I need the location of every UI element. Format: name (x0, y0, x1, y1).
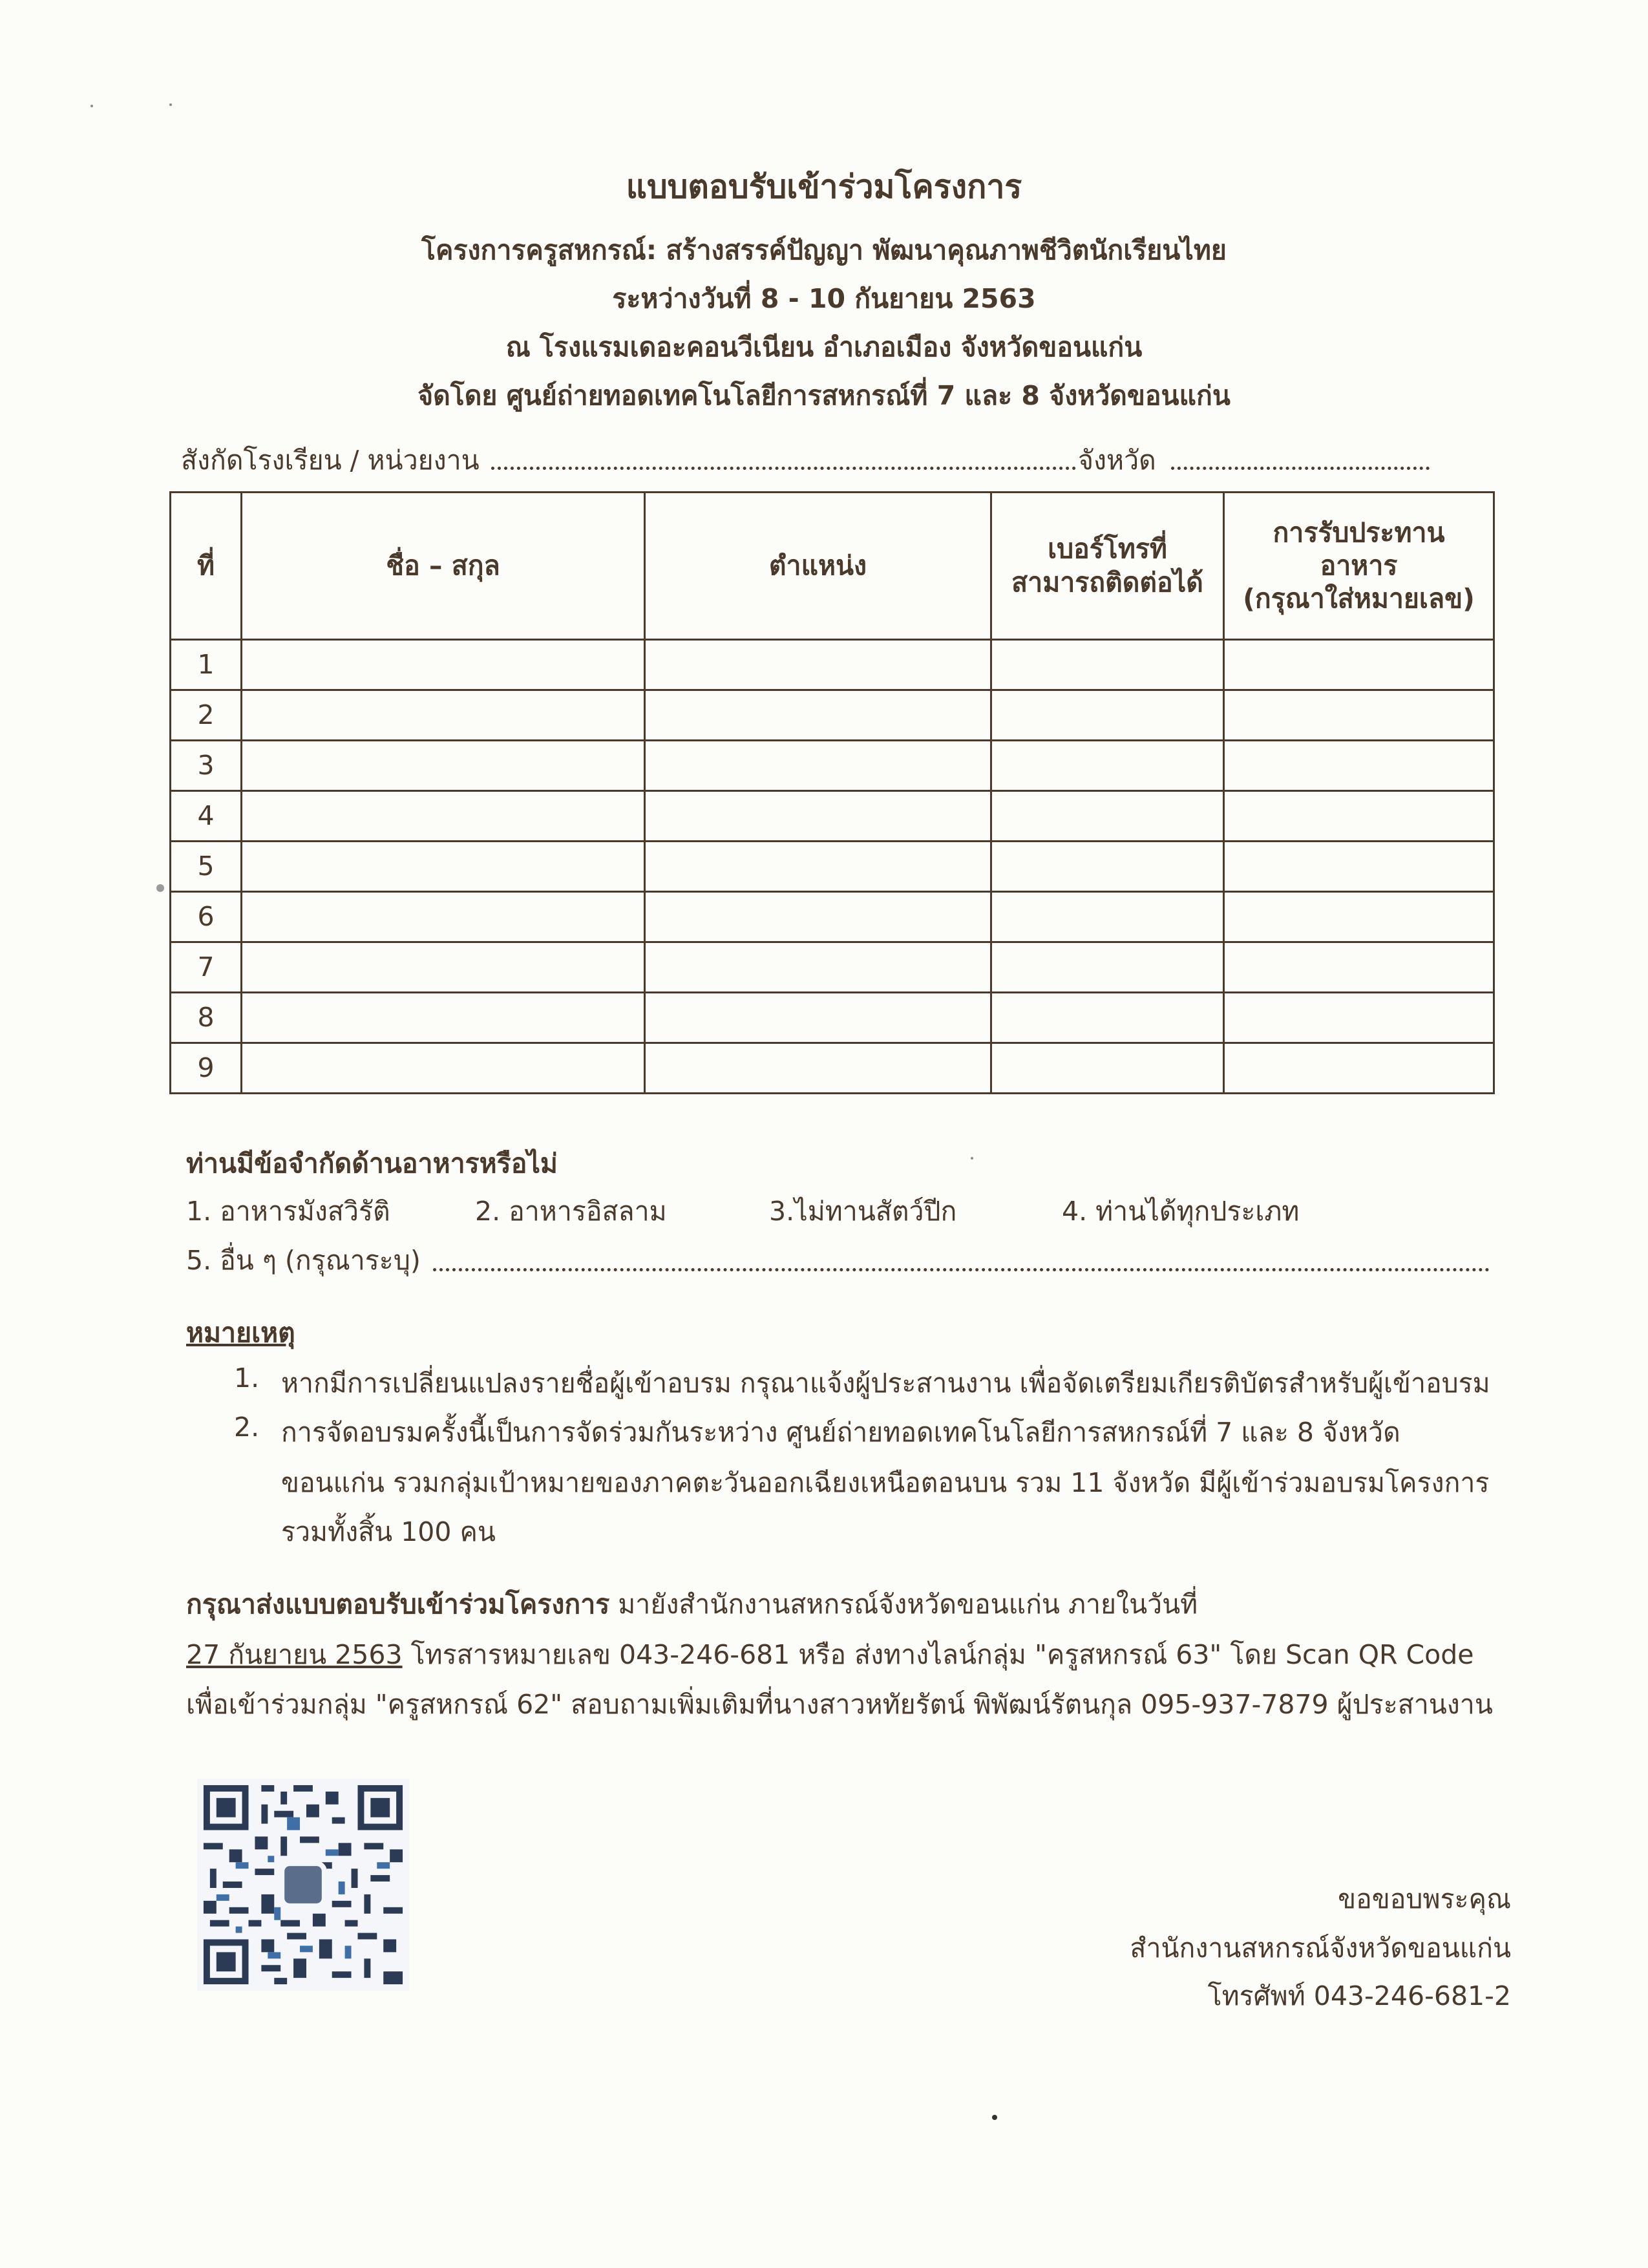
submit-line-2 (186, 1634, 1474, 1676)
table-row (171, 791, 1494, 842)
note-1-text: หากมีการเปลี่ยนแปลงรายชื่อผู้เข้าอบรม กรุณาแจ้งผู้ประสานงาน เพื่อจัดเตรียมเกียรติบัตรสำหรับผู้เข้าอบรม (281, 1368, 1490, 1399)
col-header-name: ชื่อ – สกุล (242, 493, 645, 640)
table-row (171, 640, 1494, 690)
table-header-row (171, 493, 1494, 640)
scan-speck (156, 884, 164, 892)
phone-cell[interactable] (991, 993, 1224, 1043)
food-cell[interactable] (1224, 640, 1494, 690)
name-cell[interactable] (242, 892, 645, 942)
scan-speck (992, 2115, 997, 2120)
row-number: 6 (171, 892, 242, 942)
phone-cell[interactable] (991, 690, 1224, 741)
school-label: สังกัดโรงเรียน / หน่วยงาน (181, 445, 480, 476)
scan-speck (90, 105, 93, 107)
table-row (171, 892, 1494, 942)
diet-option-3[interactable]: 3.ไม่ทานสัตว์ปีก (769, 1196, 957, 1227)
name-cell[interactable] (242, 993, 645, 1043)
col-header-food (1224, 493, 1494, 640)
diet-option-2[interactable]: 2. อาหารอิสลาม (475, 1196, 667, 1227)
row-number: 1 (171, 640, 242, 690)
name-cell[interactable] (242, 942, 645, 993)
province-label: จังหวัด (1078, 445, 1156, 476)
closing-phone: โทรศัพท์ 043-246-681-2 (1207, 1980, 1511, 2011)
col-header-no: ที่ (171, 493, 242, 640)
phone-cell[interactable] (991, 741, 1224, 791)
submit-deadline: 27 กันยายน 2563 (186, 1639, 403, 1670)
phone-cell[interactable] (991, 791, 1224, 842)
school-field[interactable] (491, 467, 1076, 470)
scan-speck (971, 1157, 973, 1160)
event-venue: ณ โรงแรมเดอะคอนวีเนียน อำเภอเมือง จังหวัดขอนแก่น (505, 332, 1143, 363)
col-header-food-line1: การรับประทาน (1273, 516, 1445, 548)
position-cell[interactable] (645, 942, 991, 993)
col-header-food-line3: (กรุณาใส่หมายเลข) (1243, 583, 1475, 615)
project-name: โครงการครูสหกรณ์: สร้างสรรค์ปัญญา พัฒนาคุณภาพชีวิตนักเรียนไทย (421, 235, 1227, 266)
notes-heading: หมายเหตุ (186, 1317, 295, 1348)
name-cell[interactable] (242, 1043, 645, 1094)
phone-cell[interactable] (991, 1043, 1224, 1094)
col-header-phone-line1: เบอร์โทรที่ (1048, 533, 1167, 565)
closing-thanks: ขอขอบพระคุณ (1338, 1883, 1511, 1914)
row-number: 2 (171, 690, 242, 741)
table-row (171, 1043, 1494, 1094)
food-cell[interactable] (1224, 1043, 1494, 1094)
position-cell[interactable] (645, 892, 991, 942)
row-number: 7 (171, 942, 242, 993)
food-cell[interactable] (1224, 993, 1494, 1043)
col-header-phone-line2: สามารถติดต่อได้ (1011, 566, 1203, 598)
position-cell[interactable] (645, 791, 991, 842)
scan-speck (169, 103, 172, 106)
diet-option-other[interactable]: 5. อื่น ๆ (กรุณาระบุ) (186, 1245, 421, 1276)
position-cell[interactable] (645, 842, 991, 892)
submit-instruction: กรุณาส่งแบบตอบรับเข้าร่วมโครงการ (186, 1589, 610, 1620)
row-number: 9 (171, 1043, 242, 1094)
name-cell[interactable] (242, 690, 645, 741)
row-number: 5 (171, 842, 242, 892)
table-row (171, 842, 1494, 892)
col-header-food-line2: อาหาร (1320, 549, 1398, 581)
event-organizer: จัดโดย ศูนย์ถ่ายทอดเทคโนโลยีการสหกรณ์ที่ 7 และ 8 จังหวัดขอนแก่น (417, 380, 1231, 411)
qr-code[interactable] (197, 1779, 409, 1991)
diet-question: ท่านมีข้อจำกัดด้านอาหารหรือไม่ (186, 1148, 558, 1179)
phone-cell[interactable] (991, 942, 1224, 993)
position-cell[interactable] (645, 1043, 991, 1094)
note-1-number: 1. (234, 1362, 260, 1394)
table-row (171, 942, 1494, 993)
row-number: 3 (171, 741, 242, 791)
submit-channels: โทรสารหมายเลข 043-246-681 หรือ ส่งทางไลน์กลุ่ม "ครูสหกรณ์ 63" โดย Scan QR Code (402, 1639, 1474, 1670)
name-cell[interactable] (242, 741, 645, 791)
submit-destination: มายังสำนักงานสหกรณ์จังหวัดขอนแก่น ภายในวันที่ (609, 1589, 1198, 1620)
event-dates: ระหว่างวันที่ 8 - 10 กันยายน 2563 (612, 283, 1036, 314)
form-title: แบบตอบรับเข้าร่วมโครงการ (626, 168, 1022, 206)
registration-table (169, 491, 1495, 1094)
position-cell[interactable] (645, 993, 991, 1043)
diet-option-1[interactable]: 1. อาหารมังสวิรัติ (186, 1196, 390, 1227)
submit-line-1 (186, 1584, 1198, 1626)
food-cell[interactable] (1224, 942, 1494, 993)
food-cell[interactable] (1224, 892, 1494, 942)
note-2-line-1: การจัดอบรมครั้งนี้เป็นการจัดร่วมกันระหว่าง ศูนย์ถ่ายทอดเทคโนโลยีการสหกรณ์ที่ 7 และ 8 จังหวัด (281, 1417, 1400, 1448)
col-header-position: ตำแหน่ง (645, 493, 991, 640)
table-row (171, 741, 1494, 791)
diet-other-field[interactable] (433, 1268, 1490, 1271)
food-cell[interactable] (1224, 690, 1494, 741)
row-number: 4 (171, 791, 242, 842)
phone-cell[interactable] (991, 892, 1224, 942)
name-cell[interactable] (242, 842, 645, 892)
position-cell[interactable] (645, 640, 991, 690)
food-cell[interactable] (1224, 741, 1494, 791)
name-cell[interactable] (242, 791, 645, 842)
row-number: 8 (171, 993, 242, 1043)
closing-office: สำนักงานสหกรณ์จังหวัดขอนแก่น (1130, 1933, 1511, 1964)
note-2-number: 2. (234, 1412, 260, 1443)
phone-cell[interactable] (991, 640, 1224, 690)
position-cell[interactable] (645, 690, 991, 741)
note-2-line-2: ขอนแก่น รวมกลุ่มเป้าหมายของภาคตะวันออกเฉียงเหนือตอนบน รวม 11 จังหวัด มีผู้เข้าร่วมอบรมโครงการ (281, 1467, 1490, 1498)
note-2-line-3: รวมทั้งสิ้น 100 คน (281, 1516, 496, 1547)
table-row (171, 690, 1494, 741)
position-cell[interactable] (645, 741, 991, 791)
food-cell[interactable] (1224, 791, 1494, 842)
food-cell[interactable] (1224, 842, 1494, 892)
table-row (171, 993, 1494, 1043)
name-cell[interactable] (242, 640, 645, 690)
province-field[interactable] (1171, 467, 1430, 470)
submit-line-3: เพื่อเข้าร่วมกลุ่ม "ครูสหกรณ์ 62" สอบถามเพิ่มเติมที่นางสาวหทัยรัตน์ พิพัฒน์รัตนกุล 095-937-7879 ผู้ประสานงาน (186, 1689, 1493, 1720)
phone-cell[interactable] (991, 842, 1224, 892)
col-header-phone (991, 493, 1224, 640)
diet-option-4[interactable]: 4. ท่านได้ทุกประเภท (1062, 1196, 1300, 1227)
